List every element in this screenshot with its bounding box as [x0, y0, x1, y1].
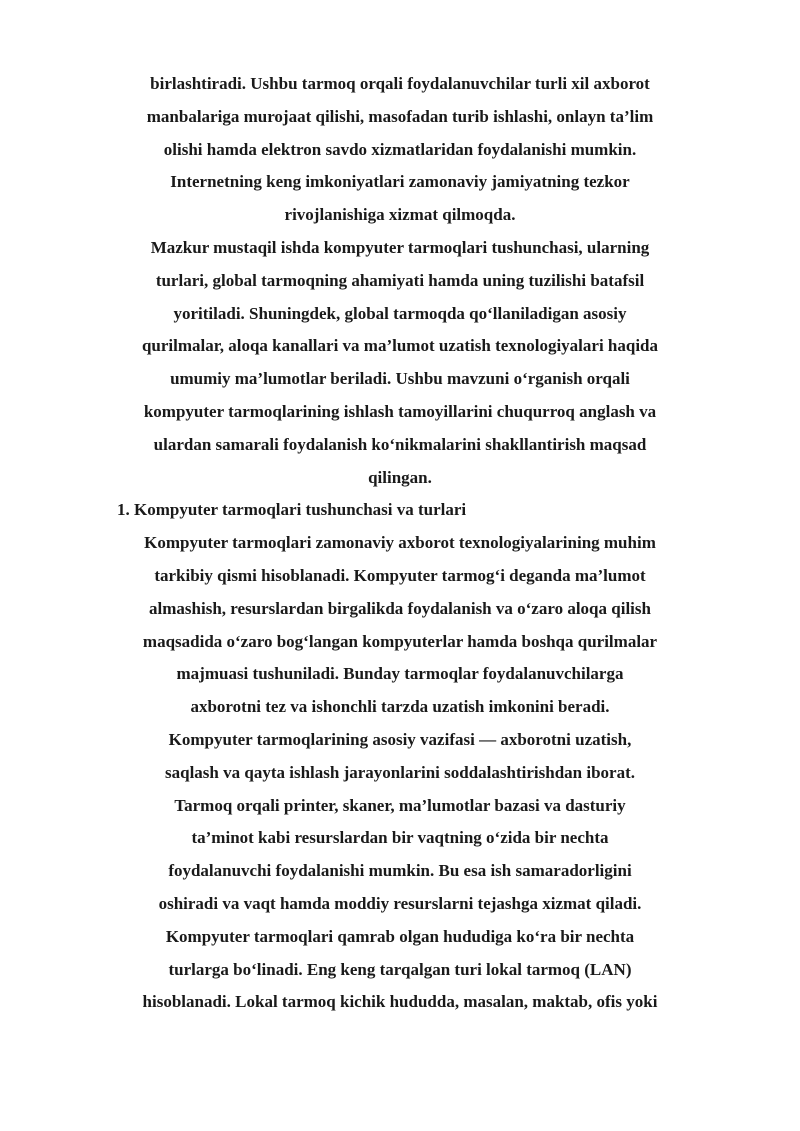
- text-line: Kompyuter tarmoqlari zamonaviy axborot texnologiyalarining muhim: [144, 533, 656, 553]
- text-line: Kompyuter tarmoqlarining asosiy vazifasi — axborotni uzatish,: [168, 729, 632, 749]
- text-line: maqsadida o‘zaro bog‘langan kompyuterlar hamda boshqa qurilmalar: [142, 631, 658, 651]
- text-line: rivojlanishiga xizmat qilmoqda.: [284, 205, 516, 225]
- section-heading: 1. Kompyuter tarmoqlari tushunchasi va turlari: [117, 500, 467, 520]
- text-line: manbalariga murojaat qilishi, masofadan turib ishlashi, onlayn ta’lim: [146, 106, 654, 126]
- text-line: qurilmalar, aloqa kanallari va ma’lumot uzatish texnologiyalari haqida: [141, 336, 659, 356]
- text-line: umumiy ma’lumotlar beriladi. Ushbu mavzuni o‘rganish orqali: [170, 369, 630, 389]
- text-line: almashish, resurslardan birgalikda foydalanish va o‘zaro aloqa qilish: [149, 598, 651, 618]
- text-line: yoritiladi. Shuningdek, global tarmoqda qo‘llaniladigan asosiy: [173, 303, 627, 323]
- text-line: tarkibiy qismi hisoblanadi. Kompyuter tarmog‘i deganda ma’lumot: [154, 565, 646, 585]
- text-line: axborotni tez va ishonchli tarzda uzatish imkonini beradi.: [190, 697, 610, 717]
- text-line: turlarga bo‘linadi. Eng keng tarqalgan turi lokal tarmoq (LAN): [168, 959, 632, 979]
- text-line: oshiradi va vaqt hamda moddiy resurslarni tejashga xizmat qiladi.: [158, 893, 642, 913]
- text-line: hisoblanadi. Lokal tarmoq kichik hududda, masalan, maktab, ofis yoki: [142, 992, 658, 1012]
- text-line: majmuasi tushuniladi. Bunday tarmoqlar foydalanuvchilarga: [176, 664, 624, 684]
- text-line: ulardan samarali foydalanish ko‘nikmalarini shakllantirish maqsad: [153, 434, 647, 454]
- text-line: birlashtiradi. Ushbu tarmoq orqali foydalanuvchilar turli xil axborot: [150, 74, 650, 93]
- document-page: [100, 68, 700, 1019]
- text-line: Kompyuter tarmoqlari qamrab olgan hududiga ko‘ra bir nechta: [165, 926, 635, 946]
- text-line: Mazkur mustaqil ishda kompyuter tarmoqlari tushunchasi, ularning: [150, 237, 650, 257]
- text-line: turlari, global tarmoqning ahamiyati hamda uning tuzilishi batafsil: [155, 270, 645, 290]
- text-line: kompyuter tarmoqlarining ishlash tamoyillarini chuqurroq anglash va: [143, 401, 657, 421]
- text-line: Internetning keng imkoniyatlari zamonaviy jamiyatning tezkor: [170, 172, 630, 192]
- text-line: saqlash va qayta ishlash jarayonlarini soddalashtirishdan iborat.: [165, 762, 635, 782]
- text-line: Tarmoq orqali printer, skaner, ma’lumotlar bazasi va dasturiy: [174, 795, 626, 815]
- text-line: qilingan.: [368, 467, 432, 487]
- text-line: olishi hamda elektron savdo xizmatlaridan foydalanishi mumkin.: [163, 139, 637, 159]
- text-line: foydalanuvchi foydalanishi mumkin. Bu esa ish samaradorligini: [168, 861, 632, 881]
- text-line: ta’minot kabi resurslardan bir vaqtning o‘zida bir nechta: [191, 828, 609, 848]
